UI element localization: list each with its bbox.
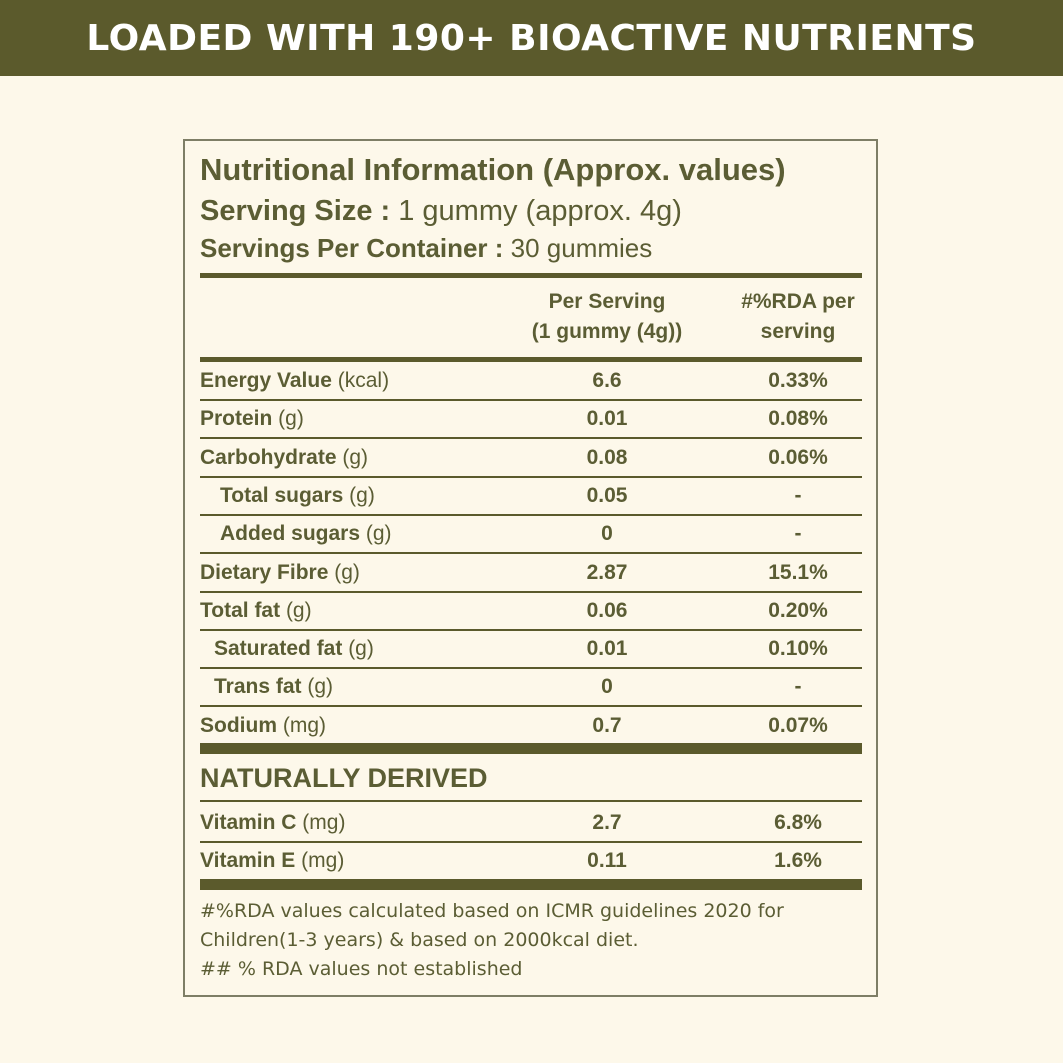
nutrient-name — [214, 631, 374, 667]
nutrient-unit: (g) — [360, 522, 392, 545]
top-banner — [0, 0, 1063, 76]
table-row — [200, 631, 862, 667]
table-row — [200, 555, 862, 591]
serving-size-label: Serving Size : — [200, 195, 391, 227]
rda-value: 0.07% — [768, 714, 828, 737]
nutrient-name — [200, 555, 360, 591]
footnote-not-established: ## % RDA values not established — [200, 958, 523, 980]
per-serving-value: 0.7 — [592, 714, 622, 737]
nutrient-name — [200, 843, 344, 879]
rda-value: 0.10% — [768, 637, 828, 660]
nutrient-name — [200, 440, 368, 476]
nutrient-label: Sodium — [200, 714, 277, 737]
nutrient-name — [200, 805, 345, 841]
rda-value: - — [794, 484, 802, 507]
table-row — [200, 805, 862, 841]
rda-value: 0.06% — [768, 446, 828, 469]
column-header-per-serving: Per Serving (1 gummy (4g)) — [531, 290, 683, 343]
panel-title: Nutritional Information (Approx. values) — [200, 152, 786, 187]
nutrient-name — [200, 708, 326, 744]
table-row — [200, 708, 862, 744]
nutrient-unit: (kcal) — [331, 369, 390, 392]
per-serving-value: 0.11 — [587, 849, 627, 872]
nutrient-unit: (mg) — [295, 849, 345, 872]
table-row — [200, 669, 862, 705]
footnote-children: Children(1-3 years) & based on 2000kcal diet. — [200, 929, 639, 951]
table-row — [200, 401, 862, 437]
servings-per-container-label: Servings Per Container : — [200, 233, 504, 263]
servings-per-container — [200, 230, 652, 266]
divider — [200, 800, 862, 802]
table-row — [200, 843, 862, 879]
nutrient-label: Energy Value — [200, 369, 332, 392]
nutrient-name — [220, 478, 375, 514]
nutrient-unit: (g) — [336, 446, 369, 469]
nutrient-name — [200, 593, 312, 629]
table-row — [200, 516, 862, 552]
nutrient-name — [200, 401, 304, 437]
nutrient-unit: (g) — [328, 561, 360, 584]
naturally-derived-title: NATURALLY DERIVED — [200, 763, 488, 793]
row-divider — [200, 437, 862, 439]
rda-value: 1.6% — [774, 849, 822, 872]
nutrient-label: Protein — [200, 407, 273, 430]
nutrient-label: Trans fat — [214, 675, 302, 698]
table-row — [200, 440, 862, 476]
serving-size — [200, 191, 682, 231]
nutrient-label: Carbohydrate — [200, 446, 337, 469]
nutrient-unit: (g) — [272, 407, 304, 430]
nutrient-unit: (mg) — [296, 811, 346, 834]
per-serving-value: 0.06 — [586, 599, 628, 622]
rda-value: 0.08% — [768, 407, 828, 430]
per-serving-value: 6.6 — [592, 369, 622, 392]
row-divider — [200, 552, 862, 554]
nutrient-unit: (mg) — [277, 714, 326, 737]
divider — [200, 273, 862, 278]
table-row — [200, 478, 862, 514]
nutrient-name — [214, 669, 333, 705]
nutrient-label: Total sugars — [220, 484, 344, 507]
nutrient-name — [220, 516, 392, 552]
table-row — [200, 363, 862, 399]
rda-value: 15.1% — [768, 561, 828, 584]
table-row — [200, 593, 862, 629]
per-serving-value: 0 — [601, 675, 613, 698]
nutrient-unit: (g) — [301, 675, 334, 698]
nutrient-unit: (g) — [342, 637, 374, 660]
per-serving-value: 0 — [601, 522, 613, 545]
per-serving-value: 2.7 — [592, 811, 622, 834]
per-serving-value: 2.87 — [586, 561, 628, 584]
column-header-rda: #%RDA per serving — [741, 290, 855, 343]
rda-value: 6.8% — [774, 811, 822, 834]
nutrient-label: Total fat — [200, 599, 281, 622]
nutrient-unit: (g) — [280, 599, 312, 622]
row-divider — [200, 705, 862, 707]
rda-value: - — [794, 522, 802, 545]
divider-heavy — [200, 743, 862, 754]
banner-title: LOADED WITH 190+ BIOACTIVE NUTRIENTS — [86, 17, 977, 59]
nutrient-name — [200, 363, 389, 399]
nutrient-label: Dietary Fibre — [200, 561, 329, 584]
per-serving-value: 0.01 — [586, 407, 628, 430]
nutrient-unit: (g) — [343, 484, 375, 507]
serving-size-value: 1 gummy (approx. 4g) — [390, 195, 682, 227]
divider-heavy — [200, 879, 862, 890]
per-serving-value: 0.05 — [586, 484, 628, 507]
rda-value: 0.20% — [768, 599, 828, 622]
per-serving-value: 0.08 — [586, 446, 628, 469]
rda-value: 0.33% — [768, 369, 828, 392]
nutrient-label: Vitamin E — [200, 849, 296, 872]
rda-value: - — [794, 675, 802, 698]
footnote-rda: #%RDA values calculated based on ICMR guidelines 2020 for — [200, 900, 784, 922]
nutrient-label: Saturated fat — [214, 637, 343, 660]
servings-per-container-value: 30 gummies — [503, 233, 653, 263]
per-serving-value: 0.01 — [586, 637, 628, 660]
nutrient-label: Vitamin C — [200, 811, 297, 834]
divider — [200, 357, 862, 362]
nutrient-label: Added sugars — [220, 522, 361, 545]
